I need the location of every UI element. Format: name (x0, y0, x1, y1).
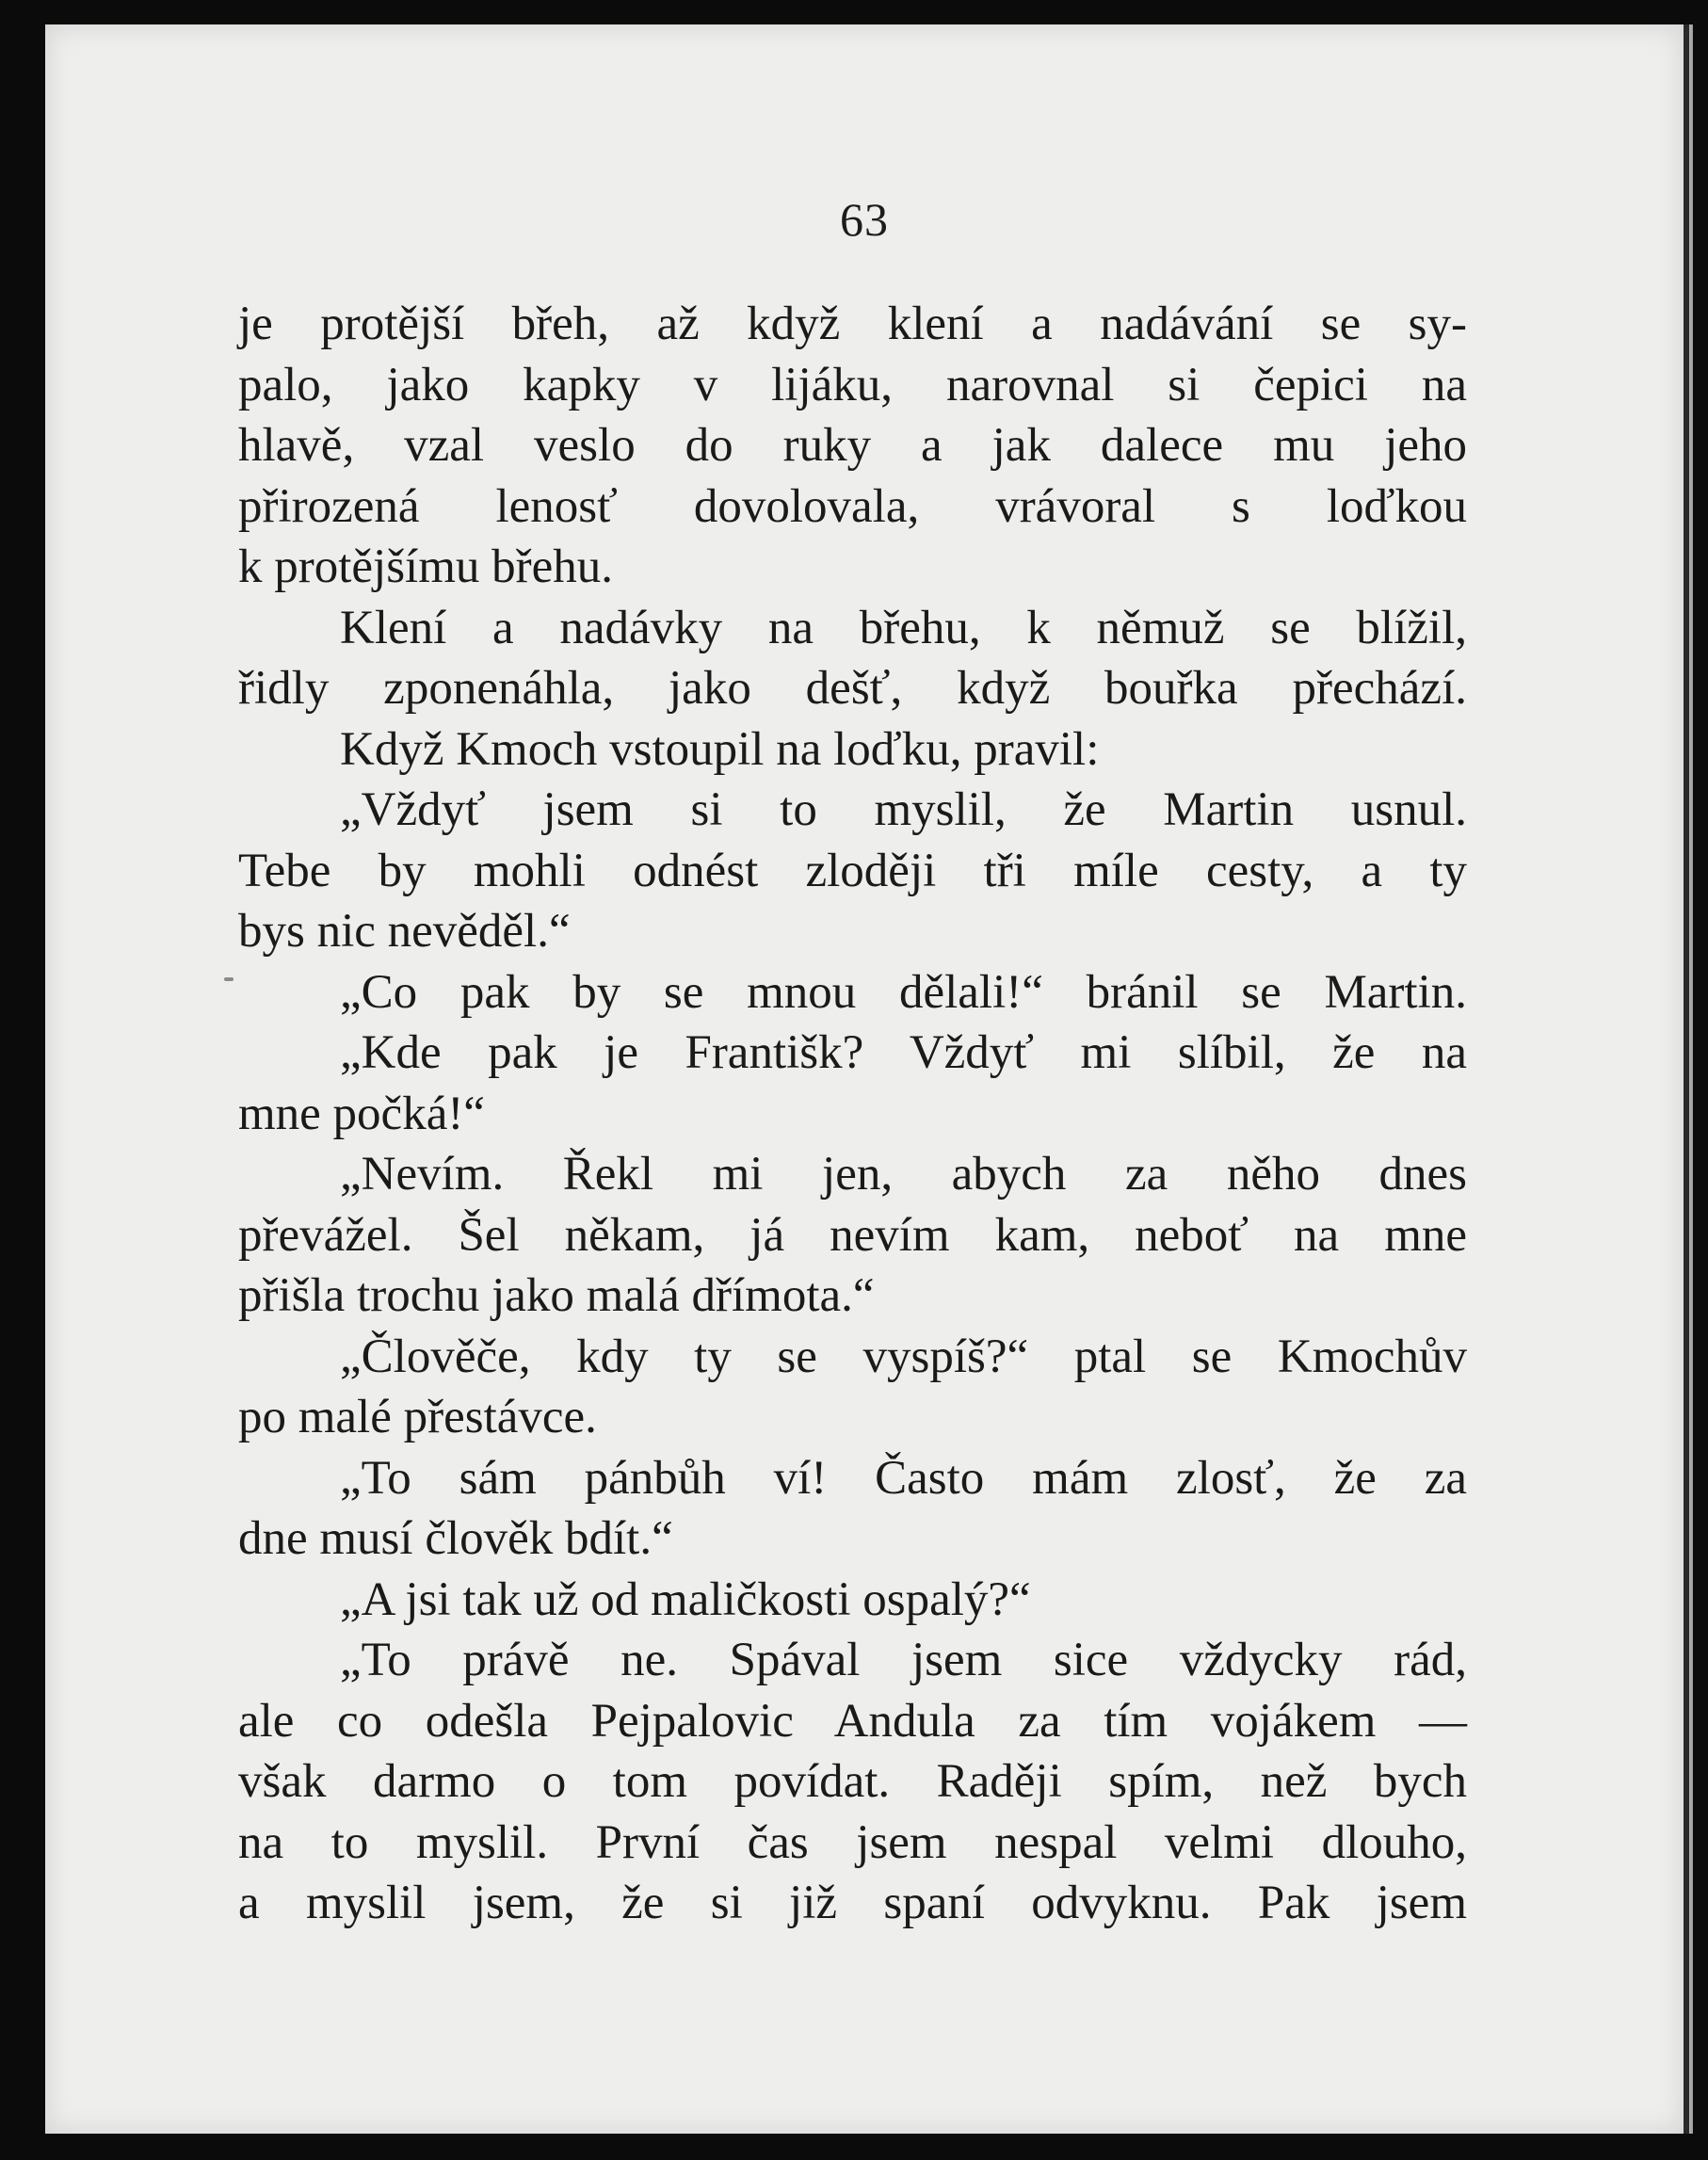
text-line: po malé přestávce. (238, 1391, 597, 1443)
text-line: „Co pak by se mnou dělali!“ bránil se Martin. (340, 965, 1467, 1019)
text-line: dne musí člověk bdít.“ (238, 1512, 673, 1565)
page-number: 63 (840, 193, 889, 246)
text-line: však darmo o tom povídat. Raději spím, než bych (238, 1755, 1467, 1808)
text-line: přirozená lenosť dovolovala, vrávoral s loďkou (238, 479, 1467, 533)
text-line: „Vždyť jsem si to myslil, že Martin usnul. (340, 783, 1467, 836)
text-line: převážel. Šel někam, já nevím kam, neboť na mne (238, 1208, 1467, 1262)
text-line: mne počká!“ (238, 1087, 485, 1140)
text-line: „To sám pánbůh ví! Často mám zlosť, že za (340, 1451, 1467, 1505)
text-line: na to myslil. První čas jsem nespal velmi dlouho, (238, 1815, 1467, 1869)
text-line: je protější břeh, až když klení a nadávání se sy- (238, 298, 1467, 350)
text-line: „A jsi tak už od maličkosti ospalý?“ (340, 1572, 1031, 1626)
text-line: „Kde pak je Františk? Vždyť mi slíbil, že na (340, 1026, 1467, 1079)
text-line: Když Kmoch vstoupil na loďku, pravil: (340, 722, 1100, 776)
text-line: Tebe by mohli odnést zloději tři míle cesty, a ty (238, 844, 1467, 897)
ink-speck (224, 977, 234, 981)
text-line: řidly zponenáhla, jako dešť, když bouřka přechází. (238, 662, 1467, 715)
text-line: bys nic nevěděl.“ (238, 905, 571, 958)
text-line: k protějšímu břehu. (238, 540, 614, 593)
text-line: „Nevím. Řekl mi jen, abych za něho dnes (340, 1148, 1467, 1201)
text-line: palo, jako kapky v lijáku, narovnal si čepici na (238, 358, 1467, 411)
book-page (45, 24, 1689, 2134)
text-line: „Člověče, kdy ty se vyspíš?“ ptal se Kmochův (340, 1330, 1467, 1383)
text-line: ale co odešla Pejpalovic Andula za tím vojákem — (238, 1694, 1467, 1748)
text-line: Klení a nadávky na břehu, k němuž se blížil, (340, 601, 1467, 654)
text-line: „To právě ne. Spával jsem sice vždycky rád, (340, 1634, 1467, 1686)
body-text (238, 294, 1467, 1934)
text-line: hlavě, vzal veslo do ruky a jak dalece mu jeho (238, 419, 1467, 472)
text-line: přišla trochu jako malá dřímota.“ (238, 1269, 875, 1322)
text-line: a myslil jsem, že si již spaní odvyknu. Pak jsem (238, 1877, 1467, 1929)
